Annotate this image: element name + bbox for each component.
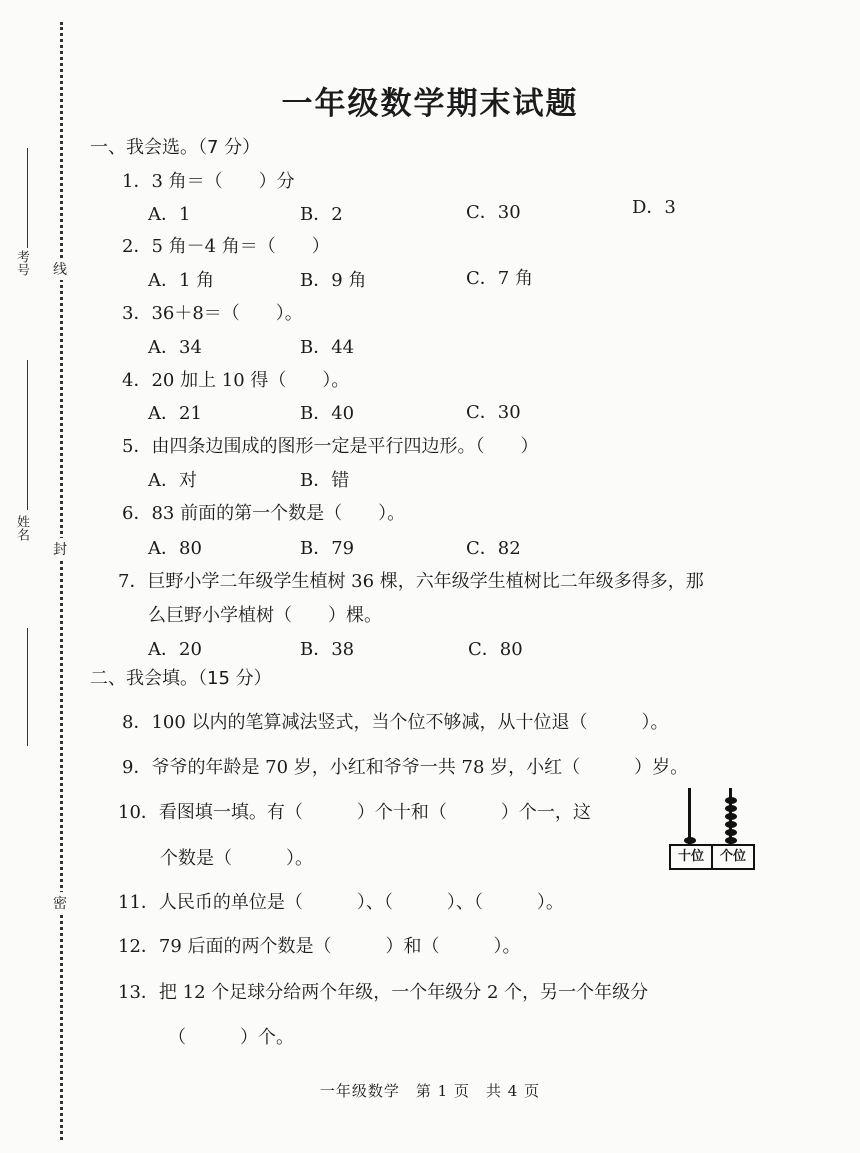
q6-option-c: C．82 bbox=[466, 538, 521, 559]
question-10: 10．看图填一填。有（ ）个十和（ ）个一，这 bbox=[118, 802, 591, 823]
question-6: 6．83 前面的第一个数是（ ）。 bbox=[122, 503, 406, 524]
seal-char-seal: 封 bbox=[53, 538, 67, 560]
exam-no-label: 考号 bbox=[14, 250, 29, 276]
class-underline bbox=[27, 628, 28, 746]
ones-bead bbox=[725, 813, 737, 820]
q2-option-c: C．7 角 bbox=[466, 268, 533, 289]
question-8: 8．100 以内的笔算减法竖式，当个位不够减，从十位退（ ）。 bbox=[122, 712, 669, 733]
question-13: 13．把 12 个足球分给两个年级，一个年级分 2 个，另一个年级分 bbox=[118, 982, 649, 1003]
q4-option-c: C．30 bbox=[466, 402, 521, 423]
question-2: 2．5 角－4 角＝（ ） bbox=[122, 236, 330, 257]
q4-option-b: B．40 bbox=[300, 403, 355, 424]
q1-option-a: A．1 bbox=[148, 204, 191, 225]
name-underline bbox=[27, 360, 28, 510]
ones-bead bbox=[725, 829, 737, 836]
name-label: 姓名 bbox=[14, 515, 29, 541]
question-7: 7．巨野小学二年级学生植树 36 棵，六年级学生植树比二年级多得多，那 bbox=[118, 571, 704, 592]
exam-no-underline bbox=[27, 148, 28, 248]
page-footer: 一年级数学 第 1 页 共 4 页 bbox=[319, 1082, 541, 1100]
q2-option-a: A．1 角 bbox=[148, 270, 215, 291]
ones-place-label: 个位 bbox=[711, 846, 753, 868]
question-4: 4．20 加上 10 得（ ）。 bbox=[122, 370, 350, 391]
question-11: 11．人民币的单位是（ ）、（ ）、（ ）。 bbox=[118, 892, 564, 913]
question-12: 12．79 后面的两个数是（ ）和（ ）。 bbox=[118, 936, 521, 957]
abacus-label-box bbox=[669, 844, 755, 870]
seal-char-secret: 密 bbox=[53, 892, 67, 914]
question-9: 9．爷爷的年龄是 70 岁，小红和爷爷一共 78 岁，小红（ ）岁。 bbox=[122, 757, 689, 778]
q1-option-d: D．3 bbox=[632, 197, 676, 218]
ones-bead bbox=[725, 837, 737, 844]
section2-heading: 二、我会填。（15 分） bbox=[90, 668, 272, 689]
section1-heading: 一、我会选。（7 分） bbox=[90, 137, 261, 158]
q7-option-a: A．20 bbox=[148, 639, 202, 660]
q7-option-c: C．80 bbox=[468, 639, 523, 660]
q3-option-b: B．44 bbox=[300, 337, 355, 358]
ones-bead bbox=[725, 797, 737, 804]
question-13-cont: （ ）个。 bbox=[168, 1027, 294, 1048]
question-5: 5．由四条边围成的图形一定是平行四边形。（ ） bbox=[122, 436, 539, 457]
q5-option-a: A．对 bbox=[148, 470, 197, 491]
q2-option-b: B．9 角 bbox=[300, 270, 367, 291]
tens-place-label: 十位 bbox=[677, 849, 704, 864]
q3-option-a: A．34 bbox=[148, 337, 202, 358]
question-7-cont: 么巨野小学植树（ ）棵。 bbox=[148, 605, 382, 626]
q6-option-a: A．80 bbox=[148, 538, 202, 559]
ones-bead bbox=[725, 821, 737, 828]
q4-option-a: A．21 bbox=[148, 403, 202, 424]
ones-bead bbox=[725, 805, 737, 812]
exam-title: 一年级数学期末试题 bbox=[281, 86, 579, 122]
question-10-cont: 个数是（ ）。 bbox=[160, 848, 313, 869]
tens-rod bbox=[688, 788, 691, 844]
q7-option-b: B．38 bbox=[300, 639, 355, 660]
q6-option-b: B．79 bbox=[300, 538, 355, 559]
tens-bead bbox=[684, 837, 696, 844]
question-3: 3．36＋8＝（ ）。 bbox=[122, 303, 303, 324]
binding-dotted-line bbox=[60, 22, 63, 1140]
abacus-figure bbox=[669, 782, 753, 868]
question-1: 1．3 角＝（ ）分 bbox=[122, 171, 295, 192]
q5-option-b: B．错 bbox=[300, 470, 350, 491]
q1-option-b: B．2 bbox=[300, 204, 343, 225]
q1-option-c: C．30 bbox=[466, 202, 521, 223]
seal-char-line: 线 bbox=[53, 258, 67, 280]
